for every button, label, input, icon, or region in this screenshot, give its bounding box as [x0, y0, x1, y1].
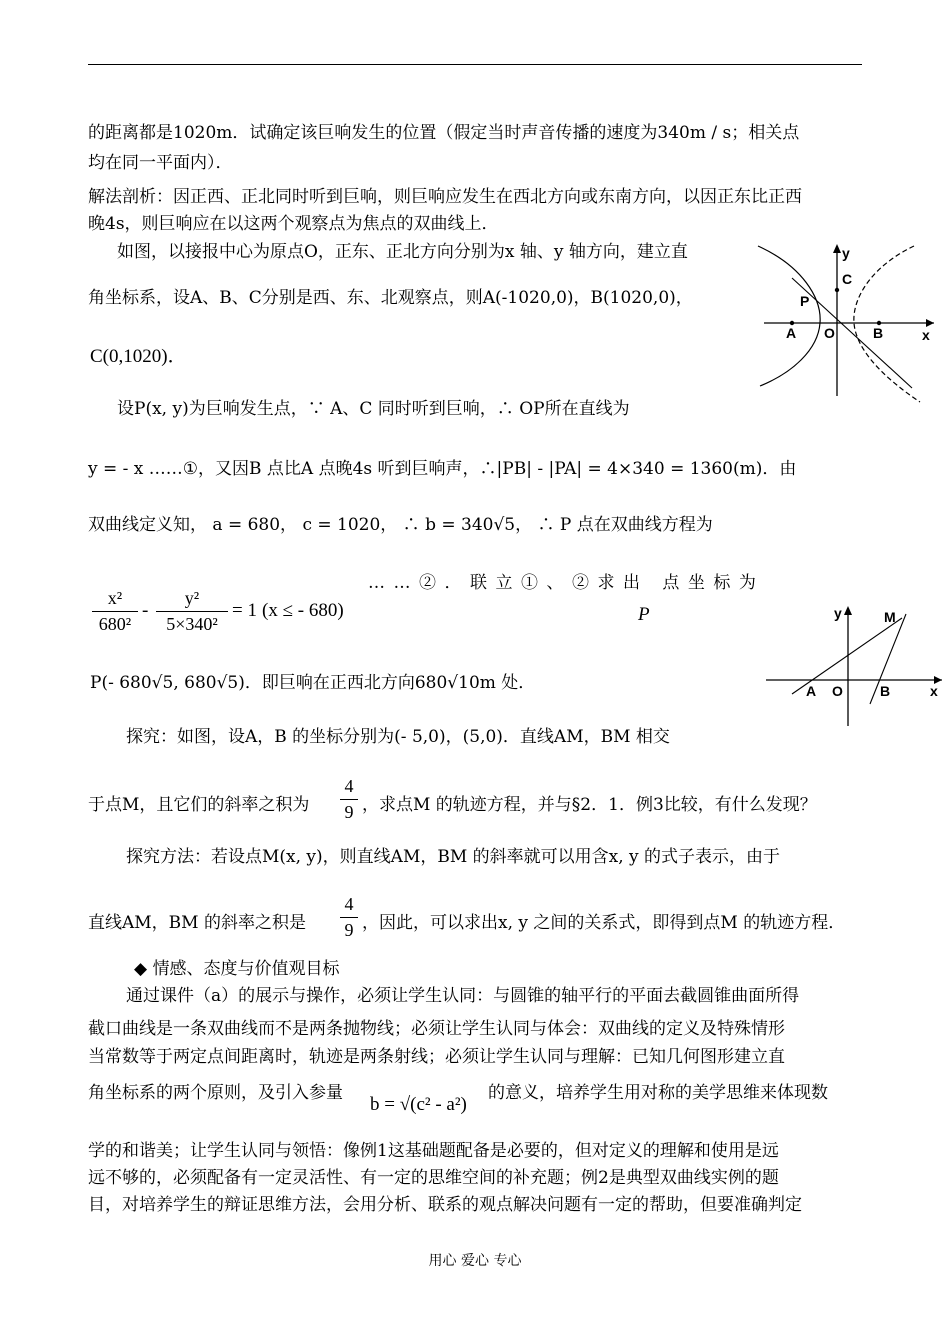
numerator: 4	[344, 776, 354, 796]
text-line: 学的和谐美；让学生认同与领悟：像例1这基础题配备是必要的，但对定义的理解和使用是远	[88, 1141, 779, 1161]
fraction-x2	[92, 588, 138, 635]
text-line: y = - x ……①，又因B 点比A 点晚4s 听到巨响声，∴|PB| - |PA| = 4×340 = 1360(m)．由	[88, 459, 797, 479]
right-branch	[854, 246, 920, 402]
y-axis-arrow	[833, 244, 841, 253]
text-line: ……②．联立①、②求出 点坐标为	[368, 573, 765, 593]
page-footer: 用心 爱心 专心	[428, 1253, 522, 1269]
fraction-bar	[340, 917, 358, 918]
text-line: 探究：如图，设A，B 的坐标分别为(- 5,0)，(5,0)．直线AM，BM 相交	[126, 727, 670, 747]
minus-sign: -	[142, 600, 149, 621]
text-line: 当常数等于两定点间距离时，轨迹是两条射线；必须让学生认同与理解：已知几何图形建立直	[88, 1047, 785, 1067]
text-line: 的距离都是1020m．试确定该巨响发生的位置（假定当时声音传播的速度为340m / s；相关点	[88, 123, 800, 143]
hyperbola-figure	[752, 238, 942, 408]
x-axis-arrow	[926, 319, 934, 327]
lines-figure	[762, 600, 947, 730]
fraction-4-9	[340, 894, 358, 941]
label-c: C	[842, 271, 853, 287]
header-rule	[88, 64, 862, 65]
denominator: 9	[344, 802, 354, 822]
numerator: x²	[107, 588, 123, 608]
text-line: 于点M，且它们的斜率之积为	[88, 795, 310, 815]
text-line: ，求点M 的轨迹方程，并与§2．1．例3比较，有什么发现？	[362, 795, 817, 815]
text-line: 解法剖析：因正西、正北同时听到巨响，则巨响应发生在西北方向或东南方向，以因正东比正西	[88, 187, 802, 207]
point-c	[835, 288, 839, 292]
label-b: B	[873, 325, 884, 341]
text-line: 探究方法：若设点M(x, y)，则直线AM，BM 的斜率就可以用含x, y 的式子表示，由于	[126, 847, 781, 867]
text-line: 如图，以接报中心为原点O，正东、正北方向分别为x 轴、y 轴方向，建立直	[117, 242, 688, 262]
y-axis-arrow	[844, 606, 852, 615]
label-a: A	[786, 325, 797, 341]
text-line: 的意义，培养学生用对称的美学思维来体现数	[488, 1083, 828, 1103]
text-line: 双曲线定义知， a = 680， c = 1020， ∴ b = 340√5， ∴ P 点在双曲线方程为	[88, 515, 713, 535]
equals-one: = 1	[232, 600, 257, 621]
condition: (x ≤ - 680)	[262, 600, 344, 621]
label-p: P	[800, 293, 810, 309]
left-branch	[758, 246, 820, 386]
label-o: O	[824, 325, 835, 341]
label-o: O	[832, 683, 843, 699]
text-line: 晚4s，则巨响应在以这两个观察点为焦点的双曲线上．	[88, 214, 499, 234]
line-op	[792, 278, 912, 388]
fraction-bar	[92, 611, 138, 612]
denominator: 9	[344, 920, 354, 940]
point-p-label: P	[638, 604, 650, 625]
fraction-4-9	[340, 776, 358, 823]
text-line: 角坐标系的两个原则，及引入参量	[88, 1083, 343, 1103]
denominator: 5×340²	[166, 614, 218, 634]
text-line: 远不够的，必须配备有一定灵活性、有一定的思维空间的补充题；例2是典型双曲线实例的题	[88, 1168, 779, 1188]
label-y: y	[834, 605, 842, 621]
denominator: 680²	[98, 614, 132, 634]
label-a: A	[806, 683, 817, 699]
text-line: 直线AM，BM 的斜率之积是	[88, 913, 306, 933]
text-line: 截口曲线是一条双曲线而不是两条抛物线；必须让学生认同与体会：双曲线的定义及特殊情形	[88, 1019, 785, 1039]
text-line: 目，对培养学生的辩证思维方法，会用分析、联系的观点解决问题有一定的帮助，但要准确判定	[88, 1195, 802, 1215]
numerator: 4	[344, 894, 354, 914]
text-line: 设P(x, y)为巨响发生点，∵ A、C 同时听到巨响，∴ OP所在直线为	[117, 399, 630, 419]
text-line: ，因此，可以求出x, y 之间的关系式，即得到点M 的轨迹方程．	[362, 913, 846, 933]
fraction-bar	[340, 799, 358, 800]
text-line: 角坐标系，设A、B、C分别是西、东、北观察点，则A(-1020,0)，B(1020,0)，	[88, 288, 693, 308]
label-y: y	[842, 245, 850, 261]
label-x: x	[930, 683, 938, 699]
text-line: 均在同一平面内）．	[88, 153, 233, 173]
label-b: B	[880, 683, 891, 699]
text-line: 通过课件（a）的展示与操作，必须让学生认同：与圆锥的轴平行的平面去截圆锥曲面所得	[126, 986, 800, 1006]
fraction-bar	[156, 611, 228, 612]
label-x: x	[922, 327, 930, 343]
formula-b: b = √(c² - a²)	[370, 1094, 467, 1115]
section-heading: ◆ 情感、态度与价值观目标	[134, 959, 340, 979]
text-line: P(- 680√5, 680√5)．即巨响在正西北方向680√10m 处．	[90, 673, 536, 693]
fraction-y2	[156, 588, 228, 635]
label-m: M	[884, 609, 896, 625]
numerator: y²	[184, 588, 200, 608]
text-line: C(0,1020)．	[90, 346, 187, 367]
